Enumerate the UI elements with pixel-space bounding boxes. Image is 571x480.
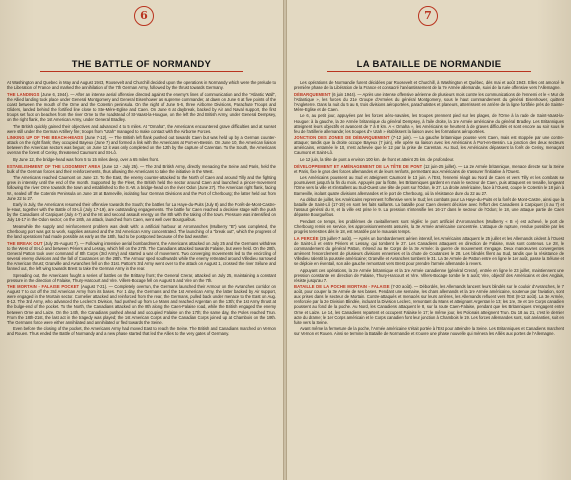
- paragraph-text: (6 juin 1944). — Après une intense offensive aérienne de plusieurs mois contre les communications de l'ennemi et le « Mur de l'Atlantique », les forces du 21e Groupe d'Armées du général Montgomery, sous le haut commandement du général Eisenhower, quittent l'Angleterre. Dans la nuit du 5 au 6, trois divisions aéroportées, parachutistes et planeurs, atterrissent en arrière de la ligne fortifiée près de Sainte-Mère-Eglise et de Caen.: [294, 91, 564, 112]
- paragraph-text: Early in July, the Americans resumed their offensive towards the South; the battles for La Haye-du-Puits (July 8) and the Forêt-de-Mont-Castre-le-Haut, together with the Battle of St-Lô (July 17-19), are outstanding engagements. The battle for Caen reached a decisive stage with the push by the Canadians of Carpiquet (July 4-7) and the Ist and second assault energy on the 8th with the taking of the town. Pressure was intensified on July 16-17 in the Odon sector; on the 18th, an attack, launched from Caen, went well over Bourguébus.: [7, 202, 276, 223]
- section-heading: ESTABLISHMENT OF THE LODGMENT AREA: [7, 163, 101, 169]
- paragraph-text: Le 12 juin, la tête de pont a environ 100 km. de front et atteint 25 km. de profondeur.: [300, 157, 455, 163]
- section-heading: THE LANDINGS: [7, 91, 40, 97]
- section-heading: LINKING UP OF THE BEACH-HEADS: [7, 135, 84, 141]
- title-divider: [40, 71, 243, 72]
- paragraph: [294, 219, 564, 234]
- page-number: 6: [134, 6, 154, 26]
- paragraph-text: The British quickly gained their objectives and advanced 4 to 5 miles. At "Omaha", the Americans encountered grave difficulties and at sunset were still under the German Artillery fire; troops from "Utah" managed to make contact with the Airborne Forces.: [7, 123, 276, 134]
- paragraph-text: (June 12 - July 25). — The 2nd British Army, directly menacing the Seine and Paris, held the bulk of the German forces and their reinforcements, thus allowing the Americans to take the initiative in the West.: [7, 163, 276, 174]
- paragraph-text: By June 12, the bridge-head was from 5 to 15 miles deep, over a 65 miles front.: [13, 157, 159, 163]
- paragraph: [7, 164, 276, 174]
- paragraph: [294, 326, 564, 336]
- paragraph-text: (June 6, 1944). — After an intense aerial offensive directed against the enemy's lines of communication and the "Atlantic Wall", the Allied landing took place under General Montgomery and General Eisenhower as supreme commander, at dawn on June 6 at five points of the coast between the mouth of the Orne and the Cotentin peninsula. On the night of June 5-6, three Airborne Divisions, Parachute Troops and Gliders, landed behind the fortified line close to Ste-Mère-Eglise and Caen. On June 6 at daybreak, backed by Air and Naval support, the first troops set foot on beaches from the river Orne to the roadstead of St-Vaast-la-Hougue, on the left the 2nd British Army, under General Dempsey, on the right flank, the 1st American Army, under General Bradley.: [7, 91, 276, 122]
- paragraph: [294, 197, 564, 217]
- paragraph-text: Pendant ce temps, les problèmes de ravitaillement sont réglés: le port artificiel d'Arromanches (Mulberry « B ») est achevé, le port de Cherbourg remis en service, les approvisionnements assurés, la 3e Armée américaine concentrée. L'attaque de rupture, rendue possible par les progrès terrestres dès le 18, est retardée par le mauvais temps.: [294, 218, 564, 235]
- paragraph: [294, 175, 564, 195]
- section-heading: BATAILLE DE LA POCHE MORTAIN - FALAISE: [294, 284, 390, 290]
- paragraph-text: (12 juin-25 juillet). — La 2e Armée britannique, menace directe sur la Seine et Paris, fixe le gros des forces allemandes et de leurs renforts, permettant aux Américains de s'assurer l'initiative à l'Ouest.: [294, 163, 565, 174]
- body-text: [294, 80, 564, 476]
- paragraph: [7, 241, 276, 271]
- paragraph-text: Les opérations de Normandie furent décidées par Roosevelt et Churchill, à Washington et Québec, dès mai et août 1943. Elles ont amorcé le première phase de la Libération de la France et consacré l'anéantissement de la 7e Armée allemande, suivi de la ruée offensive vers l'Allemagne.: [294, 80, 564, 91]
- paragraph: [7, 80, 276, 90]
- paragraph-text: (25 juillet-7 août). — Après un bombardement aérien intensif, les Américains attaquent le 25 juillet et les Allemands cèdent à l'Ouest de Saint-Lô et entre Périers et Lessay, qui tombent le 27. Les Canadiens attaquent en direction de Falaise, mais sont contenus. Le 28, le commandement du général Patton, s'étend au 8e Corps de la 3e Armée: la guerre de mouvement s'engage. Deux manœuvres convergentes amènent l'encerclement de plusieurs divisions ennemies et la chute de Coutances le 28. Les blindés filent au Sud, tandis que la résistance de Villedieu ralentit la poussée américaine; Granville et Avranches tombent le 31. La 3e Armée de Patton entre en ligne le 1er août, passe la Sélune et se déploie en éventail, son aile gauche remontant vers Brest pour prendre l'armée allemande à revers.: [294, 235, 564, 266]
- paragraph-text: (August 7-21). — Completely overrun, the Germans launched their Armour on the Avranches corridor on August 7 to cut off the 3rd American Army from its bases. For 1 day, the Germans and the 1st American Army, the latter backed by Air support, were engaged in the Mortain sector. Cornelier attacked and reinforced from the rear, the Germans, pulled back under menace to the East on Aug. 8-12. The 3rd Army, who advanced the Leclerc's Division, had pushed up from Le Mans and reached Argentan on the 13th; the 1st Army thrust at the bulge-end of the pocket. To the North, the Canadians attacked on the 8th along the Caen-Falaise road, while the British engaged the enemy between Orne and Laize. On the 14th, the Canadians pushed ahead and occupied Falaise on the 17th; the same day, the Poles reached Trun. From the 18th-21st, the last act in the tragedy was played; the 1st American Corps and the Canadian Corps joined up at Chambois on the 19th. The Germans force were either annihilated and annihilated or fled towards the Seine.: [7, 284, 276, 325]
- paragraph-text: (July 25-August 7). — Following intensive aerial bombardment, the Americans attacked on July 25 and the Germans withdrew to the West of St-Lô and between Périers and Lessay, which fell on the 27th. The Canadians attacked towards Falaise, but were held. On the 28th, General Patton took over command of 8th Corps (3rd Army) and started a war of movement. Two converging movements led to the encircling of several enemy divisions and the fall of Coutances on the 28th. The Armour sped southwards while the enemy retreated around Villedieu narrowed the American thrust; Granville and Avranches fell on the 31st. Patton's 3rd Army went over to the attack on August 1, crossed the river Sélune and fanned out, the left wing towards Brest to take the German Army in the rear.: [7, 240, 276, 271]
- paragraph-text: Meanwhile the supply and reinforcement problem was dealt with: a artificial harbour at Arromanches (Mulberry "B") was completed, the Cherbourg port was got to work, supplies assured and the 3rd American Army concentrated. The launching of a "break out", which the progress of the land operations had made possible as early as the 18th, had to be postponed because of the bad weather.: [7, 223, 276, 240]
- section-heading: DÉBARQUEMENT: [294, 91, 331, 97]
- paragraph: [294, 236, 564, 266]
- paragraph: [7, 135, 276, 155]
- title-divider: [327, 71, 531, 72]
- paragraph-text: Les Américains poussent au Sud et atteignent Caumont le 13 juin. A l'Est, l'ennemi réagit au Nord de Caen et vers Tilly et les combats se poursuivent jusqu'à la fin du mois. Appuyés par la flotte, les Britanniques gardent en main le secteur de Caen, puis attaquent en tenaille, longeant l'Orne vers la ville et s'installent au Sud-Ouest une tête de pont sur l'Odon, le 27. La droite américaine, face à l'Ouest, coupe le Cotentin le 18 juin à Barneville, isolant quatre divisions allemandes et le port de Cherbourg, où la résistance dure du 22 au 27.: [294, 175, 564, 196]
- page-number: 7: [418, 6, 438, 26]
- page-title: LA BATAILLE DE NORMANDIE: [356, 59, 502, 70]
- paragraph: [7, 124, 276, 134]
- paragraph: [7, 284, 276, 324]
- paragraph: [7, 326, 276, 336]
- paragraph: [294, 164, 564, 174]
- paragraph-text: Spreading out, the Americans fought a series of battles on the Brittany front; the General Crerar, attacked on July 25, maintaining a constant pressure in the direction of Falaise, Thury-Harcourt and Vire. Villers-Bocage fell on August 5 and Vire on the 7th.: [7, 272, 276, 283]
- paragraph: [7, 175, 276, 200]
- paragraph: [7, 202, 276, 222]
- paragraph-text: Au début de juillet, les Américains reprennent l'offensive vers le Sud; les combats pour La Haye-du-Puits et la forêt de Mont-Castre, ainsi que la bataille de Saint-Lô (17-19) en sont les faits saillants. La bataille pour Caen devient décisive avec l'effort des Canadiens à Carpiquet (4 au 7) et l'assaut général du 8, et la ville est prise le 9. La pression s'intensifie les 16-17 dans le secteur de l'Odon; le 18, une attaque partie de Caen dépasse Bourguébus.: [294, 197, 564, 218]
- paragraph: [294, 284, 564, 324]
- paragraph: [294, 268, 564, 283]
- body-text: [7, 80, 276, 476]
- paragraph-text: (7-12 juin). — La gauche britannique pousse vers Caen, mais est stoppée par une contre-attaque; tandis que la droite occupe Bayeux (7 juin), elle opère sa liaison avec les Américains à Port-en-Bessin. La jonction des deux secteurs américains, entamée le 10, n'est achevée que le 12 par la prise de Carentan. Au Sud, les Américains dépassent la forêt de Cerisy, menaçant Caumont et Saint-Lô.: [294, 135, 564, 156]
- left-page: [0, 0, 283, 480]
- page-title: THE BATTLE OF NORMANDY: [71, 59, 212, 70]
- paragraph-text: (7-20 août). — Débordés, les Allemands lancent leurs blindés sur le couloir d'Avranches, le 7 août, pour couper la 3e Armée de ses bases. Pendant une semaine, les chars allemands et la 1re Armée américaine, soutenue par l'aviation, sont aux prises dans le secteur de Mortain. Contre-attaqués et menacés sur leurs arrières, les Allemands refluent vers l'Est (8-12 août). La 3e Armée, renforcée par la 2e Division Blindée, incluant la Division Leclerc, remontant du Mans et atteignant Argentan le 13; les 1re, 3e et 1re Corps canadien poussent au fond de la poche. Au Nord, les Canadiens attaquent le 8, sur la route Caen-Falaise, pendant que les Britanniques s'engagent entre Orne et Laize. Le 14, les Canadiens repartent et occupent Falaise le 17; le même jour, les Polonais atteignent Trun. Du 18 au 21, c'est le dernier acte du drame; le 1er Corps américain et le Corps canadien font leur jonction à Chambois le 19. Les forces allemandes sont, soit anéanties, soit en fuite vers la Seine.: [294, 284, 564, 325]
- paragraph: [7, 157, 276, 162]
- paragraph: [294, 135, 564, 155]
- section-heading: LA PERCÉE: [294, 235, 319, 241]
- right-page: [287, 0, 571, 480]
- paragraph: [294, 113, 564, 133]
- paragraph-text: Avant même la fermeture de la poche, l'Armée américaine s'était portée à l'Est pour atteindre la Seine. Les Britanniques et Canadiens marchent sur Vernon et Rouen. Ainsi se termine la Bataille de Normandie et s'ouvre une phase nouvelle qui mènera les Alliés aux portes de l'Allemagne.: [294, 326, 564, 337]
- paragraph-text: Appuyant ces opérations, la 2e Armée britannique et la 1re Armée canadienne (général Crerar), entrée en ligne le 23 juillet, maintiennent une pression constante en direction de Falaise, Thury-Harcourt et Vire. Villers-Bocage tombe le 5 août; Vire, objectif des Américains et des Anglais, résiste jusqu'au 7.: [294, 267, 564, 283]
- section-heading: THE BREAK OUT: [7, 240, 43, 246]
- paragraph-text: Le 6, au petit jour, appuyées par les forces aéro-navales, les troupes prennent pied sur les plages, de l'Orne à la rade de Saint-Vaast-la-Hougue: à la gauche, la 2e Armée britannique du général Dempsey, à l'aile droite, la 1re Armée américaine du général Bradley. Les Britanniques atteignent leurs objectifs et avancent de 7 à 8 km. A « Omaha », les Américains se heurtent à de graves difficultés et sont encore au soir sous le feu de l'artillerie allemande; les troupes d'« Utah » établissent la liaison avec les formations aéroportées.: [294, 113, 564, 134]
- paragraph-text: (June 7-12). — The British left flank pushed out towards Caen but was held up by a German counter-attack on the right flank; they occupied Bayeux (June 7) and formed a link with the Americans at Port-en-Bessin. On June 10, the American liaison between the American sectors was begun; on June 12 it was only completed on the 12th by the capture of Carentan. To the South, the Americans overran the forest of Cerisy, threatened Caumont and St-Lô.: [7, 135, 276, 156]
- paragraph: [7, 92, 276, 122]
- section-heading: DÉVELOPPEMENT ET AMÉNAGEMENT DE LA TÊTE DE PONT: [294, 163, 423, 169]
- paragraph: [294, 80, 564, 90]
- paragraph: [294, 92, 564, 112]
- paragraph-text: At Washington and Quebec in May and August 1943, Roosevelt and Churchill decided upon the operations in Normandy which were the prelude to the Liberation of France and marked the annihilation of the 7th German Army, followed by the thrust towards Germany.: [7, 80, 276, 91]
- paragraph-text: Even before the closing of the pocket, the Americans Army had moved East to reach the Seine. The British and Canadians marched on Vernon and Rouen. Thus ended the Battle of Normandy and a new phase started that led the Allies to the very gates of Germany.: [7, 326, 276, 337]
- section-heading: JONCTION DES ZONES DE DÉBARQUEMENT: [294, 135, 390, 141]
- paragraph-text: The Americans reached Caumont on June 13. To the East, the enemy counter-attacked to the North of Caen and around Tilly and the fighting grew in intensity until the end of the month. Supported by the Fleet, the British held the sector around Caen and launched a pincer-movement following the river Orne towards the town and established to the S.-W. a bridge-head on the river Odon (June 27). The American right flank, facing W., sealed off the Cotentin Peninsula on June 18 at Barneville, isolating four German Divisions and the Port of Cherbourg; the latter held out from June 22 to 27.: [7, 175, 276, 201]
- section-heading: THE MORTAIN - FALAISE POCKET: [7, 284, 80, 290]
- paragraph: [7, 224, 276, 239]
- paragraph: [7, 273, 276, 283]
- paragraph: [294, 157, 564, 162]
